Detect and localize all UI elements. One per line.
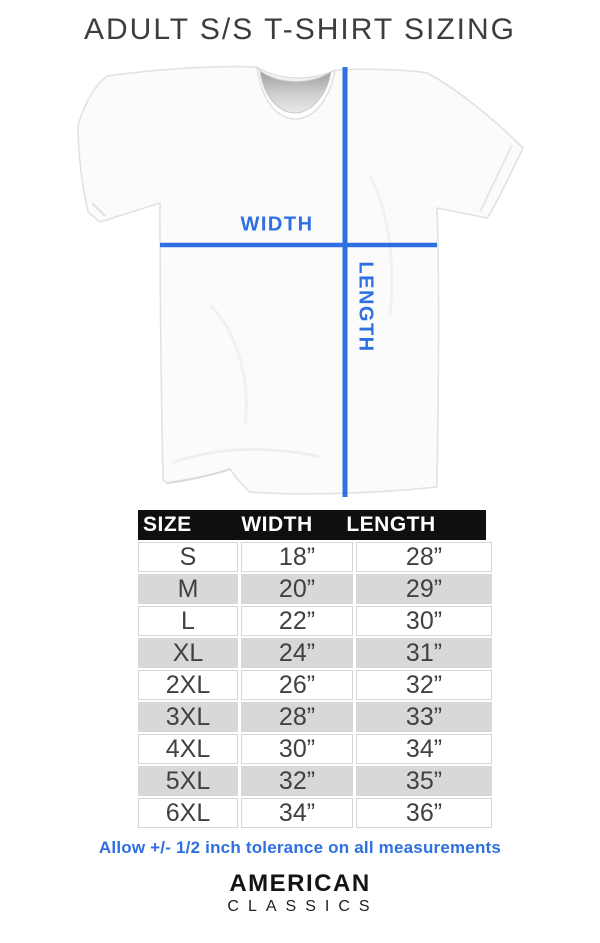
size-table-body bbox=[138, 542, 486, 828]
table-row bbox=[138, 734, 486, 764]
table-row bbox=[138, 574, 486, 604]
cell-width: 30” bbox=[241, 734, 353, 764]
length-measure-label: LENGTH bbox=[354, 261, 377, 353]
brand-logo bbox=[0, 871, 600, 916]
cell-size: S bbox=[138, 542, 238, 572]
table-row bbox=[138, 670, 486, 700]
header-width: WIDTH bbox=[241, 513, 313, 536]
tshirt-body bbox=[78, 67, 523, 494]
cell-width: 32” bbox=[241, 766, 353, 796]
cell-width: 28” bbox=[241, 702, 353, 732]
cell-size: XL bbox=[138, 638, 238, 668]
cell-length: 33” bbox=[356, 702, 492, 732]
tolerance-note: Allow +/- 1/2 inch tolerance on all measurements bbox=[98, 838, 502, 857]
table-row bbox=[138, 606, 486, 636]
table-row bbox=[138, 798, 486, 828]
cell-length: 36” bbox=[356, 798, 492, 828]
cell-length: 35” bbox=[356, 766, 492, 796]
table-row bbox=[138, 766, 486, 796]
cell-width: 20” bbox=[241, 574, 353, 604]
cell-length: 31” bbox=[356, 638, 492, 668]
cell-size: 3XL bbox=[138, 702, 238, 732]
table-row bbox=[138, 638, 486, 668]
cell-width: 34” bbox=[241, 798, 353, 828]
cell-length: 32” bbox=[356, 670, 492, 700]
size-table-header bbox=[138, 510, 486, 540]
cell-size: 4XL bbox=[138, 734, 238, 764]
size-table bbox=[138, 510, 486, 828]
tshirt-diagram bbox=[60, 55, 540, 505]
cell-length: 30” bbox=[356, 606, 492, 636]
page-title: ADULT S/S T-SHIRT SIZING bbox=[84, 13, 516, 46]
brand-name-secondary: CLASSICS bbox=[227, 898, 379, 916]
cell-size: 2XL bbox=[138, 670, 238, 700]
cell-size: 6XL bbox=[138, 798, 238, 828]
tshirt-illustration bbox=[60, 55, 540, 505]
cell-size: 5XL bbox=[138, 766, 238, 796]
header-size: SIZE bbox=[143, 513, 192, 536]
cell-width: 18” bbox=[241, 542, 353, 572]
header-length: LENGTH bbox=[346, 513, 436, 536]
cell-size: L bbox=[138, 606, 238, 636]
width-measure-label: WIDTH bbox=[240, 213, 314, 236]
table-row bbox=[138, 702, 486, 732]
cell-width: 24” bbox=[241, 638, 353, 668]
cell-width: 26” bbox=[241, 670, 353, 700]
cell-length: 34” bbox=[356, 734, 492, 764]
table-row bbox=[138, 542, 486, 572]
cell-size: M bbox=[138, 574, 238, 604]
cell-length: 28” bbox=[356, 542, 492, 572]
brand-name-primary: AMERICAN bbox=[229, 870, 371, 897]
cell-length: 29” bbox=[356, 574, 492, 604]
cell-width: 22” bbox=[241, 606, 353, 636]
